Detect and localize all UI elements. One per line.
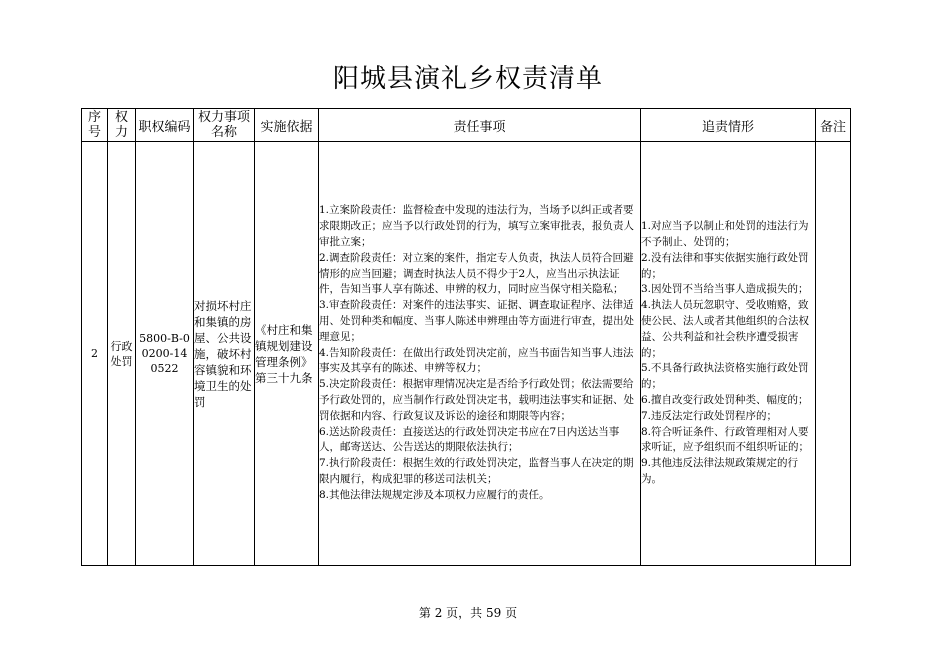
header-power: 权 力: [108, 109, 136, 142]
liability-item: 5.不具备行政执法资格实施行政处罚的；: [641, 362, 809, 391]
duty-item: 1.立案阶段责任：监督检查中发现的违法行为，当场予以纠正或者要求限期改正；应当予以行政处罚的行为，填写立案审批表，报负责人审批立案；: [319, 204, 634, 249]
liability-item: 8.符合听证条件、行政管理相对人要求听证，应予组织而不组织听证的；: [641, 425, 809, 454]
duty-item: 7.执行阶段责任：根据生效的行政处罚决定，监督当事人在决定的期限内履行，构成犯罪的移送司法机关；: [319, 457, 634, 485]
liability-item: 6.擅自改变行政处罚种类、幅度的；: [641, 393, 809, 406]
header-power-name: 权力事项 名称: [194, 109, 255, 142]
liability-item: 4.执法人员玩忽职守、受收贿赂，致使公民、法人或者其他组织的合法权益、公共利益和社会秩序遭受损害的；: [641, 299, 809, 359]
duty-item: 5.决定阶段责任：根据审理情况决定是否给予行政处罚；依法需要给予行政处罚的，应当制作行政处罚决定书，载明违法事实和证据、处罚依据和内容、行政复议及诉讼的途径和期限等内容；: [319, 378, 634, 422]
header-remark: 备注: [816, 109, 851, 142]
header-duty: 责任事项: [319, 109, 641, 142]
header-code: 职权编码: [136, 109, 194, 142]
duty-item: 3.审查阶段责任：对案件的违法事实、证据、调查取证程序、法律适用、处罚种类和幅度、当事人陈述申辨理由等方面进行审查，提出处理意见；: [319, 299, 634, 343]
cell-liabilities: [641, 142, 816, 566]
liability-item: 2.没有法律和事实依据实施行政处罚的；: [641, 251, 809, 280]
cell-seq: 2: [82, 142, 108, 566]
cell-basis: 《村庄和集镇规划建设管理条例》第三十九条: [255, 142, 319, 566]
header-seq: 序 号: [82, 109, 108, 142]
header-liability: 追责情形: [641, 109, 816, 142]
liability-item: 9.其他违反法律法规政策规定的行为。: [641, 457, 799, 485]
header-basis: 实施依据: [255, 109, 319, 142]
liability-item: 7.违反法定行政处罚程序的；: [641, 409, 778, 422]
document-title: 阳城县演礼乡权责清单: [332, 64, 603, 94]
duty-item: 2.调查阶段责任：对立案的案件，指定专人负责，执法人员符合回避情形的应当回避；调查时执法人员不得少于2人，应当出示执法证件，告知当事人享有陈述、申辨的权力，同时应当保守相关隐私；: [319, 251, 634, 296]
cell-remark: [816, 142, 851, 566]
duty-item: 6.送达阶段责任：直接送达的行政处罚决定书应在7日内送达当事人，邮寄送达、公告送达的期限依法执行；: [319, 425, 620, 454]
liability-item: 1.对应当予以制止和处罚的违法行为不予制止、处罚的；: [641, 220, 809, 249]
duty-item: 4.告知阶段责任：在做出行政处罚决定前，应当书面告知当事人违法事实及其享有的陈述、申辨等权力；: [319, 346, 634, 375]
table-header-row: [82, 109, 851, 142]
cell-duties: [319, 142, 641, 566]
duty-item: 8.其他法律法规规定涉及本项权力应履行的责任。: [319, 488, 550, 501]
cell-code: 5800-B-00200-140522: [136, 142, 194, 566]
page-footer: 第 2 页，共 59 页: [418, 606, 518, 620]
table-row: [82, 142, 851, 566]
power-responsibility-table: [81, 108, 851, 566]
liability-item: 3.因处罚不当给当事人造成损失的；: [641, 283, 809, 296]
cell-power-name: 对损坏村庄和集镇的房屋、公共设施，破坏村容镇貌和环境卫生的处罚: [194, 142, 255, 566]
cell-power-type: 行政处罚: [108, 142, 136, 566]
